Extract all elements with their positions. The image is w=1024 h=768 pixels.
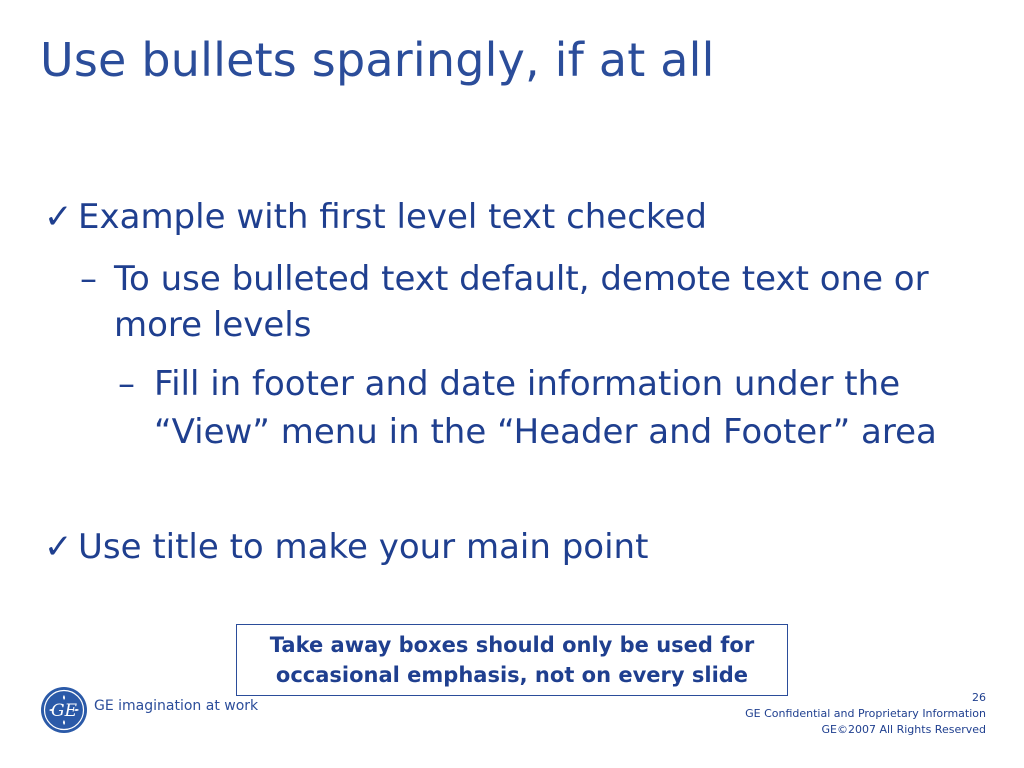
bullet-level1-item: [44, 194, 707, 240]
logo-tagline: GE imagination at work: [94, 698, 259, 714]
svg-text:GE: GE: [51, 701, 77, 721]
takeaway-line: Take away boxes should only be used for: [269, 633, 755, 657]
dash-icon: –: [80, 259, 97, 299]
checkmark-icon: ✓: [44, 527, 73, 567]
copyright-notice: GE©2007 All Rights Reserved: [821, 723, 986, 736]
bullet-text: To use bulleted text default, demote text one or more levels: [114, 259, 929, 345]
checkmark-icon: ✓: [44, 197, 73, 237]
footer: [745, 690, 986, 738]
bullet-level1-item: [44, 524, 648, 570]
bullet-text: Fill in footer and date information under the “View” menu in the “Header and Footer” area: [154, 364, 937, 452]
ge-logo-icon: [40, 686, 88, 734]
slide-title: Use bullets sparingly, if at all: [40, 33, 715, 87]
page-number: 26: [972, 691, 986, 704]
confidential-notice: GE Confidential and Proprietary Information: [745, 707, 986, 720]
takeaway-box: [236, 624, 788, 696]
dash-icon: –: [118, 364, 135, 404]
bullet-text: Example with first level text checked: [78, 197, 707, 237]
bullet-text: Use title to make your main point: [78, 527, 649, 567]
takeaway-line: occasional emphasis, not on every slide: [275, 663, 749, 687]
